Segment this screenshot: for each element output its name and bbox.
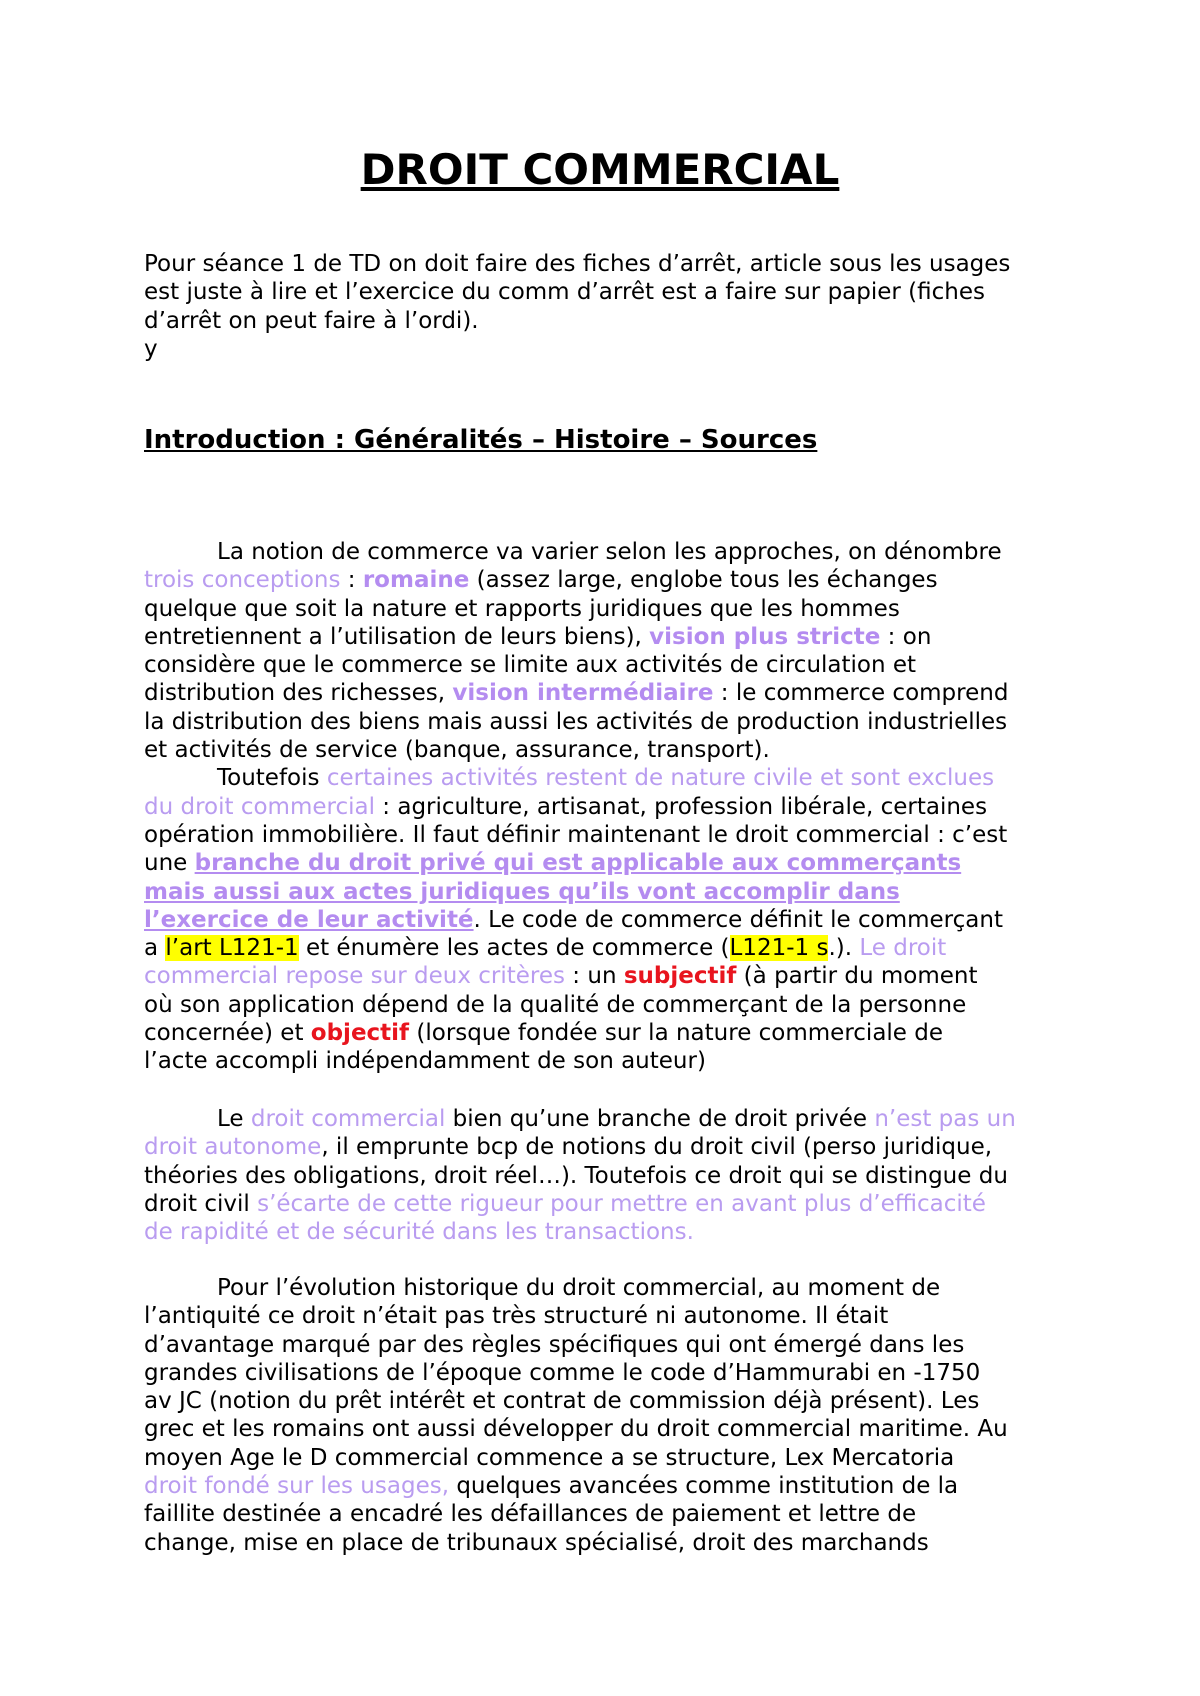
text-run: distribution des richesses, [144, 680, 453, 707]
paragraph-notion-commerce [144, 538, 1064, 1076]
text-line [144, 1302, 1064, 1330]
highlighted-reference: L121-1 s [729, 935, 829, 962]
text-run: quelque que soit la nature et rapports juridiques que les hommes [144, 595, 900, 622]
intro-paragraph [144, 250, 1064, 363]
emphasis-text: droit fondé sur les usages, [144, 1473, 450, 1500]
text-run: . Le code de commerce définit le commerçant [473, 906, 1003, 933]
text-line [144, 1274, 1064, 1302]
text-run: théories des obligations, droit réel…). Toutefois ce droit qui se distingue du [144, 1162, 1008, 1189]
text-run: l’antiquité ce droit n’était pas très structuré ni autonome. Il était [144, 1303, 889, 1330]
text-line [144, 566, 1064, 594]
emphasis-text: droit commercial [250, 1106, 446, 1132]
text-line [144, 595, 1064, 623]
text-line [144, 878, 1064, 906]
emphasis-text: s’écarte de cette rigueur pour mettre en avant plus d’efficacité [257, 1190, 986, 1217]
key-term: vision intermédiaire [452, 680, 714, 707]
key-definition: branche du droit privé qui est applicable aux commerçants [194, 850, 962, 877]
text-run: grec et les romains ont aussi développer du droit commercial maritime. Au [144, 1416, 1008, 1443]
text-line [144, 1019, 1064, 1047]
text-run: droit civil [144, 1190, 258, 1217]
text-line [144, 1105, 1064, 1133]
highlighted-reference: l’art L121-1 [165, 935, 299, 962]
intro-line: Pour séance 1 de TD on doit faire des fiches d’arrêt, article sous les usages [144, 251, 1011, 277]
intro-line: d’arrêt on peut faire à l’ordi). [144, 307, 479, 334]
text-run: (lorsque fondée sur la nature commerciale de [409, 1020, 944, 1047]
emphasis-text: du droit commercial [144, 793, 375, 820]
paragraph-autonomie [144, 1105, 1064, 1246]
text-line [144, 1190, 1064, 1218]
text-line [144, 821, 1064, 849]
text-line [144, 736, 1064, 764]
text-run: (assez large, englobe tous les échanges [469, 567, 938, 594]
paragraph-histoire [144, 1274, 1064, 1557]
text-run: une [144, 850, 195, 877]
text-run: : un [565, 963, 624, 990]
text-line [144, 793, 1064, 821]
text-run: (à partir du moment [736, 963, 978, 990]
text-run: faillite destinée a encadré les défaillances de paiement et lettre de [144, 1501, 917, 1528]
text-run: la distribution des biens mais aussi les activités de production industrielles [144, 708, 1008, 735]
intro-line: est juste à lire et l’exercice du comm d’arrêt est a faire sur papier (fiches [144, 279, 985, 306]
text-line [144, 1415, 1064, 1443]
text-line [144, 651, 1064, 679]
text-run: et activités de service (banque, assurance, transport). [144, 737, 770, 764]
text-line [144, 679, 1064, 707]
red-key-term: subjectif [623, 963, 737, 990]
text-line [144, 1218, 1064, 1246]
text-run: change, mise en place de tribunaux spécialisé, droit des marchands [144, 1529, 929, 1556]
text-run: et énumère les actes de commerce ( [298, 935, 730, 962]
text-line [144, 1133, 1064, 1161]
text-run: Pour l’évolution historique du droit commercial, au moment de [217, 1275, 941, 1301]
text-line [144, 849, 1064, 877]
intro-line: y [144, 335, 158, 362]
emphasis-text: droit autonome [144, 1134, 322, 1161]
text-line [144, 1500, 1064, 1528]
text-line [144, 1047, 1064, 1075]
text-run: : agriculture, artisanat, profession libérale, certaines [374, 793, 988, 820]
text-line [144, 538, 1064, 566]
key-term: vision plus stricte [649, 623, 881, 650]
emphasis-text: trois conceptions [144, 567, 341, 594]
text-run: où son application dépend de la qualité de commerçant de la personne [144, 991, 967, 1018]
text-run: : [340, 567, 363, 594]
emphasis-text: Le droit [859, 935, 947, 962]
document-title: DROIT COMMERCIAL [360, 145, 840, 194]
text-line [144, 962, 1064, 990]
text-run: opération immobilière. Il faut définir maintenant le droit commercial : c’est [144, 821, 1008, 848]
text-line [144, 623, 1064, 651]
emphasis-text: certaines activités restent de nature civile et sont exclues [326, 765, 995, 792]
text-line [144, 1331, 1064, 1359]
text-line [144, 1472, 1064, 1500]
text-run: d’avantage marqué par des règles spécifiques qui ont émergé dans les [144, 1331, 965, 1358]
text-run: considère que le commerce se limite aux activités de circulation et [144, 652, 917, 679]
text-run: La notion de commerce va varier selon les approches, on dénombre [217, 539, 1002, 565]
text-run: moyen Age le D commercial commence a se structure, Lex Mercatoria [144, 1444, 955, 1471]
text-run: , il emprunte bcp de notions du droit civil (perso juridique, [321, 1134, 993, 1161]
text-line [144, 708, 1064, 736]
text-line [144, 1387, 1064, 1415]
section-heading: Introduction : Généralités – Histoire – Sources [144, 425, 818, 455]
text-line [144, 1529, 1064, 1557]
text-run: concernée) et [144, 1020, 311, 1047]
text-run: quelques avancées comme institution de la [449, 1473, 959, 1500]
emphasis-text: n’est pas un [874, 1106, 1016, 1132]
key-term: romaine [362, 567, 470, 594]
key-definition: l’exercice de leur activité [144, 906, 474, 933]
text-run: Toutefois [217, 765, 327, 792]
text-line [144, 906, 1064, 934]
text-line [144, 1444, 1064, 1472]
emphasis-text: de rapidité et de sécurité dans les transactions. [144, 1219, 694, 1246]
text-run: entretiennent a l’utilisation de leurs biens), [144, 623, 650, 650]
text-run: grandes civilisations de l’époque comme le code d’Hammurabi en -1750 [144, 1359, 981, 1386]
text-run: a [144, 935, 166, 962]
text-run: : on [880, 623, 932, 650]
emphasis-text: commercial repose sur deux critères [144, 963, 565, 990]
text-run: av JC (notion du prêt intérêt et contrat de commission déjà présent). Les [144, 1388, 980, 1415]
text-line [144, 934, 1064, 962]
red-key-term: objectif [310, 1020, 410, 1047]
text-line [144, 1162, 1064, 1190]
text-line [144, 991, 1064, 1019]
text-run: Le [217, 1106, 251, 1132]
text-run: l’acte accompli indépendamment de son auteur) [144, 1048, 706, 1075]
key-definition: mais aussi aux actes juridiques qu’ils vont accomplir dans [144, 878, 900, 905]
text-run: .). [828, 935, 860, 962]
text-run: : le commerce comprend [713, 680, 1009, 707]
text-line [144, 1359, 1064, 1387]
text-run: bien qu’une branche de droit privée [445, 1106, 875, 1132]
text-line [144, 764, 1064, 792]
